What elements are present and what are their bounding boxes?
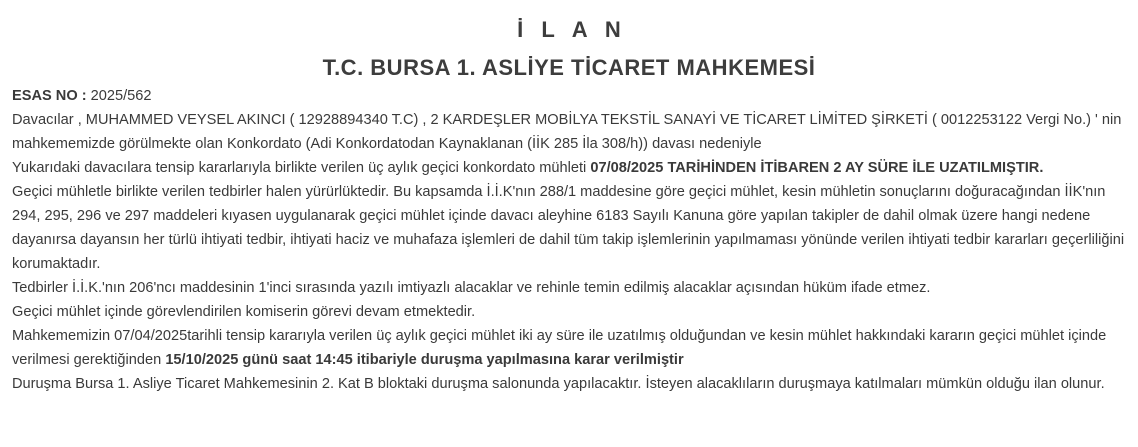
announcement-title: İ L A N (517, 17, 627, 42)
paragraph-hearing-location: Duruşma Bursa 1. Asliye Ticaret Mahkemesinin 2. Kat B bloktaki duruşma salonunda yapılacaktır. İsteyen alacaklıların duruşmaya katılmaları mümkün olduğu ilan olunur. (12, 376, 1105, 392)
paragraph-extension (12, 156, 1126, 180)
case-number (12, 84, 1126, 108)
case-number-label: ESAS NO : (12, 88, 87, 104)
announcement-body (12, 84, 1126, 396)
paragraph-hearing-bold: 15/10/2025 günü saat 14:45 itibariyle duruşma yapılmasına karar verilmiştir (165, 352, 684, 368)
paragraph-extension-text: Yukarıdaki davacılara tensip kararlarıyla birlikte verilen üç aylık geçici konkordato mühleti (12, 160, 591, 176)
paragraph-hearing-decision (12, 324, 1126, 372)
paragraph-exemptions: Tedbirler İ.İ.K.'nın 206'ncı maddesinin 1'inci sırasında yazılı imtiyazlı alacaklar ve rehinle temin edilmiş alacaklar açısından hüküm ifade etmez. (12, 280, 931, 296)
court-name: T.C. BURSA 1. ASLİYE TİCARET MAHKEMESİ (322, 55, 816, 80)
paragraph-commissioner: Geçici mühlet içinde görevlendirilen komiserin görevi devam etmektedir. (12, 304, 476, 320)
paragraph-extension-bold: 07/08/2025 TARİHİNDEN İTİBAREN 2 AY SÜRE İLE UZATILMIŞTIR. (590, 160, 1044, 176)
paragraph-hearing-text: Mahkememizin 07/04/2025tarihli tensip kararıyla verilen üç aylık geçici mühlet iki ay süre ile uzatılmış olduğundan ve kesin mühlet hakkındaki kararın geçici mühlet içinde verilmesi gerektiğinden (12, 328, 1107, 368)
paragraph-measures: Geçici mühletle birlikte verilen tedbirler halen yürürlüktedir. Bu kapsamda İ.İ.K'nın 288/1 maddesine göre geçici mühlet, kesin mühletin sonuçlarını doğuracağından İİK'nın 294, 295, 296 ve 297 maddeleri kıyasen uygulanarak geçici mühlet içinde davacı aleyhine 6183 Sayılı Kanuna göre yapılan takipler de dahil olmak üzere hangi nedene dayanırsa dayansın her türlü ihtiyati tedbir, ihtiyati haciz ve muhafaza işlemleri de dahil tüm takip işlemlerinin yapılmaması yönünde verilen ihtiyati tedbir kararları geçerliliğini korumaktadır. (12, 184, 1125, 272)
case-number-value: 2025/562 (86, 88, 152, 104)
paragraph-plaintiffs: Davacılar , MUHAMMED VEYSEL AKINCI ( 12928894340 T.C) , 2 KARDEŞLER MOBİLYA TEKSTİL SANAYİ VE TİCARET LİMİTED ŞİRKETİ ( 0012253122 Vergi No.) ' nin mahkememizde görülmekte olan Konkordato (Adi Konkordatodan Kaynaklanan (İİK 285 İla 308/h)) davası nedeniyle (12, 112, 1122, 152)
